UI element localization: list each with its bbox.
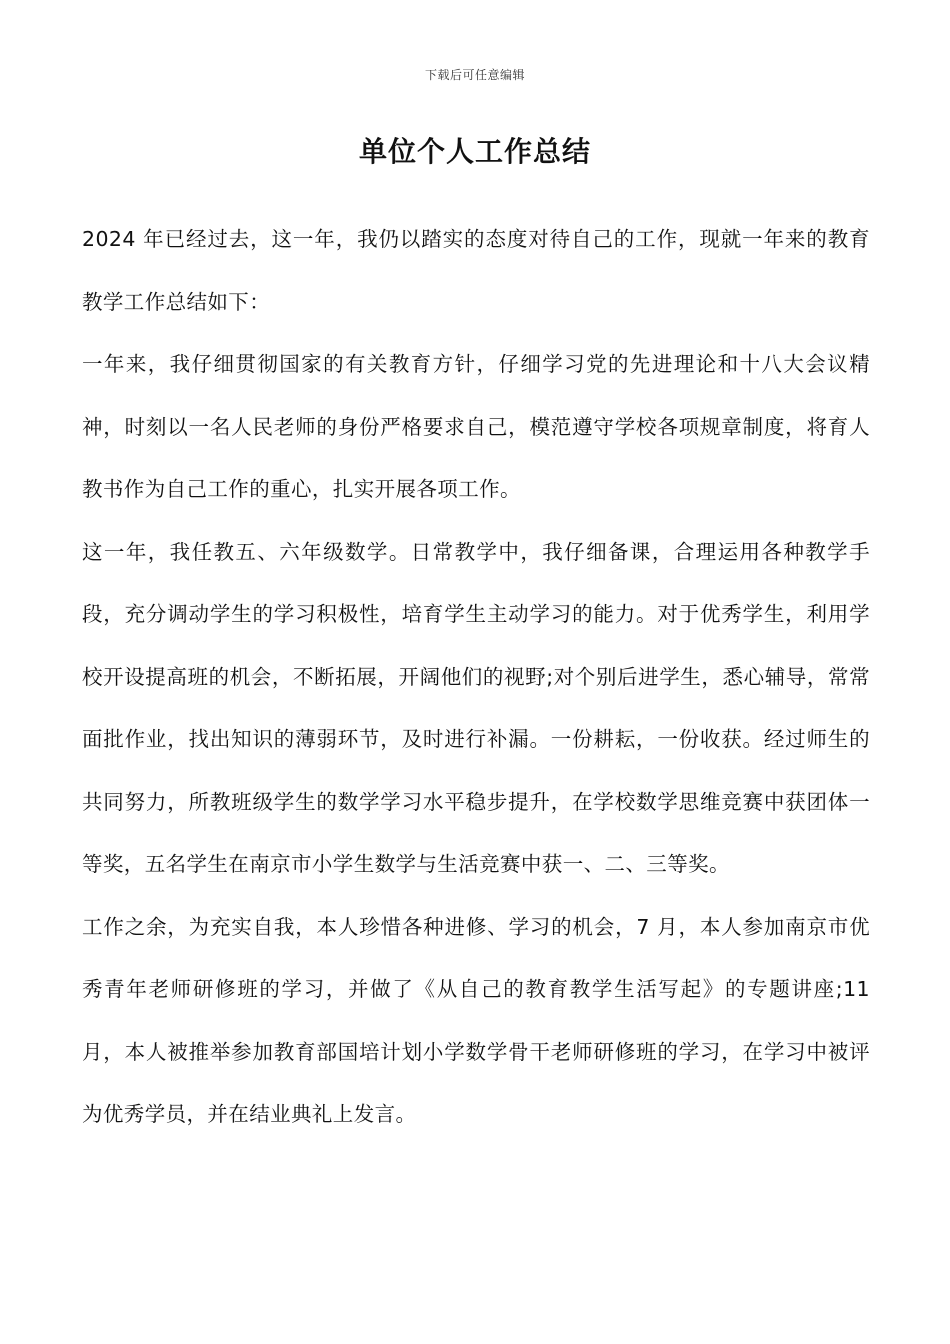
paragraph-training: 工作之余，为充实自我，本人珍惜各种进修、学习的机会，7 月，本人参加南京市优秀青年老师研修班的学习，并做了《从自己的教育教学生活写起》的专题讲座;11 月，本人被推举参加教育部国培计划小学数学骨干老师研修班的学习，在学习中被评为优秀学员，并在结业典礼上发言。 xyxy=(82,914,870,1126)
paragraph-teaching: 这一年，我任教五、六年级数学。日常教学中，我仔细备课，合理运用各种教学手段，充分调动学生的学习积极性，培育学生主动学习的能力。对于优秀学生，利用学校开设提高班的机会，不断拓展，开阔他们的视野;对个别后进学生，悉心辅导，常常面批作业，找出知识的薄弱环节，及时进行补漏。一份耕耘，一份收获。经过师生的共同努力，所教班级学生的数学学习水平稳步提升，在学校数学思维竞赛中获团体一等奖，五名学生在南京市小学生数学与生活竞赛中获一、二、三等奖。 xyxy=(82,539,870,876)
header-note: 下载后可任意编辑 xyxy=(424,68,525,82)
paragraph-intro: 2024 年已经过去，这一年，我仍以踏实的态度对待自己的工作，现就一年来的教育教学工作总结如下： xyxy=(82,227,870,314)
document-title: 单位个人工作总结 xyxy=(358,135,591,168)
paragraph-policy: 一年来，我仔细贯彻国家的有关教育方针，仔细学习党的先进理论和十八大会议精神，时刻以一名人民老师的身份严格要求自己，模范遵守学校各项规章制度，将育人教书作为自己工作的重心，扎实开展各项工作。 xyxy=(82,352,870,501)
document-body xyxy=(82,208,870,1146)
